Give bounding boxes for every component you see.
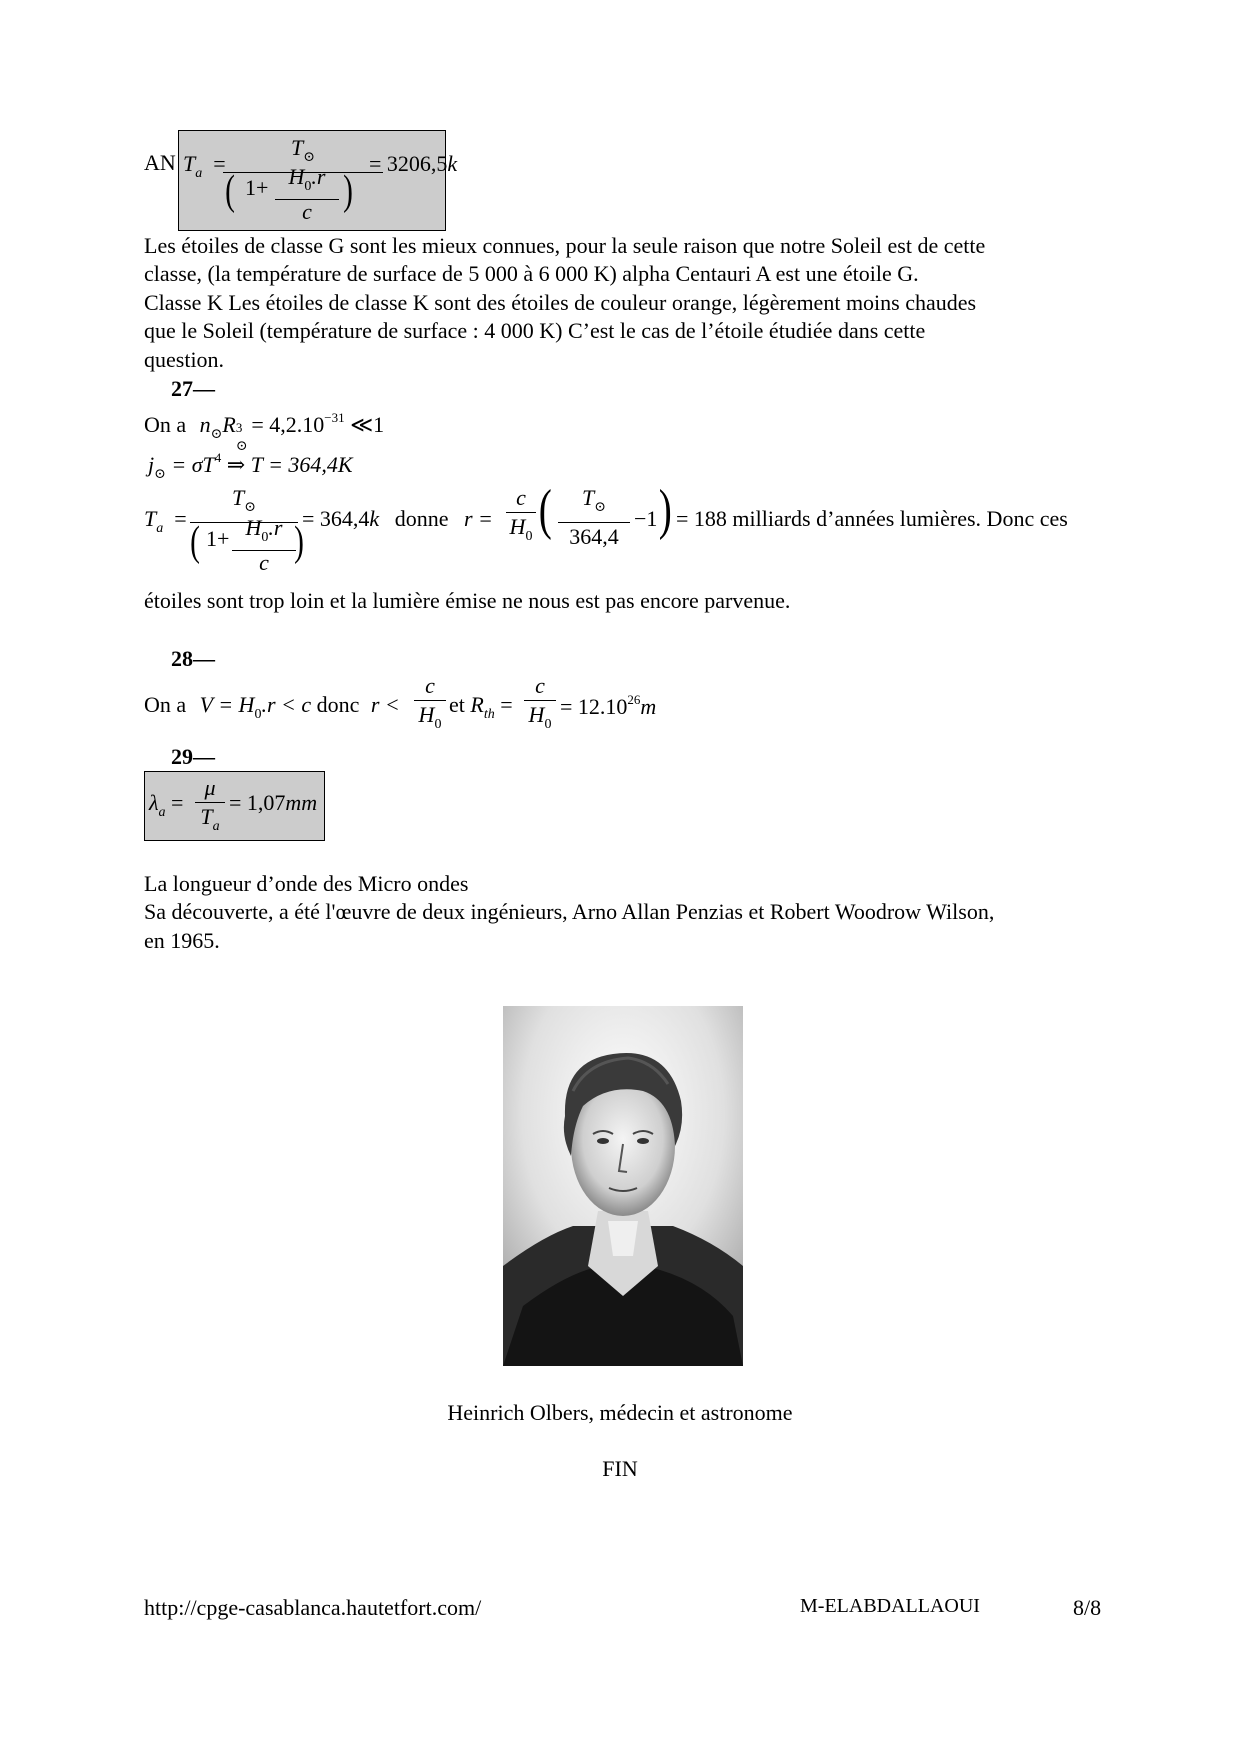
q28-donc: donc: [316, 692, 360, 717]
q28-v-rest: .r < c: [261, 692, 312, 717]
para2-line: en 1965.: [144, 927, 220, 953]
q27-l3-result: = 364,4: [302, 506, 370, 531]
q27-l3-c: c: [506, 484, 536, 513]
q29-result: = 1,07: [229, 790, 286, 815]
q27-exp: −31: [324, 410, 345, 425]
q28-c1: c: [414, 672, 446, 701]
q27-line2: [148, 450, 353, 483]
q29-lambda-sub: a: [158, 805, 166, 820]
q27-l3-T-sub: a: [156, 521, 164, 536]
q27-l3-num: T: [232, 485, 245, 510]
para1-line: question.: [144, 346, 225, 372]
q28-r-lt: r <: [370, 692, 400, 717]
q27-l3-r: r =: [463, 506, 493, 531]
q28-line: [144, 672, 944, 734]
q27-line4: étoiles sont trop loin et la lumière émise ne nous est pas encore parvenue.: [144, 588, 791, 613]
q28-h1: H: [418, 702, 435, 727]
para1-line: que le Soleil (température de surface : 4 000 K) C’est le cas de l’étoile étudiée dans cette: [144, 318, 926, 344]
q27-l3-num-sub: ⊙: [244, 500, 256, 515]
q28-number: 28—: [171, 646, 215, 671]
q27-l3-Tsun: T: [582, 485, 595, 510]
para1-line: Classe K Les étoiles de classe K sont des étoiles de couleur orange, légèrement moins chaudes: [144, 289, 977, 315]
para2-line: Sa découverte, a été l'œuvre de deux ingénieurs, Arno Allan Penzias et Robert Woodrow Wilson,: [144, 899, 995, 925]
q27-l3-T: T: [144, 506, 157, 531]
an-den-h: H: [288, 164, 305, 189]
para-micro-ondes: [144, 870, 1104, 955]
q28-eq: =: [500, 692, 513, 717]
q27-j: j: [148, 452, 155, 477]
q27-ll: ≪1: [350, 412, 385, 437]
q27-T-result: ⇒ T = 364,4K: [226, 452, 353, 477]
q28-et: et: [449, 692, 465, 717]
q29-T: T: [200, 804, 213, 829]
q27-l3-364: 364,4: [569, 524, 619, 549]
q28-v: V = H: [199, 692, 255, 717]
para2-line: La longueur d’onde des Micro ondes: [144, 871, 469, 896]
q27-R-sub: ⊙: [235, 439, 248, 454]
q27-line1-prefix: On a: [144, 412, 187, 437]
q27-value: = 4,2.10: [251, 412, 325, 437]
an-den-h-sub: 0: [304, 179, 312, 194]
q29-mu: μ: [195, 774, 225, 803]
q29-T-sub: a: [212, 819, 220, 834]
q27-l3-minus: −1: [634, 506, 658, 531]
an-result: = 3206,5: [369, 151, 448, 176]
q27-l3-den-c: c: [259, 550, 269, 575]
q28-h1-sub: 0: [434, 717, 442, 732]
q28-prefix: On a: [144, 692, 187, 717]
fin-text: FIN: [602, 1456, 638, 1481]
q27-j-sub: ⊙: [154, 467, 166, 482]
q27-sigma: = σT: [171, 452, 215, 477]
q27-line3: $T_a$ = $T_⊙$ ( 1+ $H_0.r$ c ) = 364,4k donne r = c $H_0$ ( $T_⊙$ 364,4 −1 ) = 188 milliards d’années lumières. Donc ces: [144, 479, 1068, 575]
para-etoiles-classes: [144, 232, 1104, 374]
q27-sigma-sup: 4: [214, 450, 222, 465]
para1-line: classe, (la température de surface de 5 000 à 6 000 K) alpha Centauri A est une étoile G.: [144, 261, 919, 287]
q29-unit: mm: [285, 790, 318, 815]
q28-R-sub: th: [483, 707, 495, 722]
q27-number: 27—: [171, 376, 215, 401]
an-lhs-sub: a: [195, 166, 203, 181]
an-result-unit: k: [447, 151, 458, 176]
q27-l3-Tsun-sub: ⊙: [594, 500, 606, 515]
footer-page: 8/8: [1073, 1595, 1102, 1620]
portrait-svg: [503, 1006, 743, 1366]
q28-h2-sub: 0: [544, 717, 552, 732]
portrait-caption: Heinrich Olbers, médecin et astronome: [447, 1400, 793, 1425]
q28-value: = 12.10: [560, 694, 628, 719]
q27-l3-den-h: H: [245, 515, 262, 540]
q28-unit: m: [640, 694, 657, 719]
an-formula-box: $T_a$ = $T_⊙$ ( 1+ $H_0.r$ c ) = 3206,5k: [178, 130, 446, 231]
an-num-sub: ⊙: [303, 150, 315, 165]
an-den-one: 1+: [245, 175, 269, 200]
para1-line: Les étoiles de classe G sont les mieux connues, pour la seule raison que notre Soleil est de cette: [144, 233, 986, 258]
q28-h2: H: [528, 702, 545, 727]
q29-lambda: λ: [149, 790, 159, 815]
an-den-r: .r: [311, 164, 326, 189]
q27-l3-donne: donne: [394, 506, 449, 531]
q27-R: R: [222, 412, 236, 437]
portrait-image: [503, 1006, 743, 1366]
q27-l3-den-h-sub: 0: [261, 530, 269, 545]
q27-n: n: [199, 412, 211, 437]
q27-R-sup: 3: [235, 420, 243, 435]
q27-n-sub: ⊙: [210, 427, 223, 442]
q27-line1: [144, 410, 385, 454]
an-prefix: AN: [144, 150, 176, 175]
q27-l3-tail: = 188 milliards d’années lumières. Donc ces: [676, 506, 1068, 531]
an-num: T: [291, 135, 304, 160]
q29-formula-box: [144, 771, 325, 841]
q27-l3-H0: H: [509, 514, 526, 539]
an-den-c: c: [302, 199, 312, 224]
q27-l3-den-one: 1+: [206, 526, 230, 551]
q28-R: R: [470, 692, 484, 717]
an-lhs: T: [183, 151, 196, 176]
footer-author: M-ELABDALLAOUI: [800, 1595, 980, 1617]
q29-number: 29—: [171, 744, 215, 769]
q28-exp: 26: [627, 692, 641, 707]
q28-v-sub: 0: [254, 707, 262, 722]
q28-c2: c: [524, 672, 556, 701]
q27-l3-den-r: .r: [268, 515, 283, 540]
q29-eq: =: [171, 790, 184, 815]
footer-url: http://cpge-casablanca.hautetfort.com/: [144, 1595, 482, 1620]
q27-l3-H0-sub: 0: [525, 529, 533, 544]
q27-l3-unit: k: [369, 506, 380, 531]
